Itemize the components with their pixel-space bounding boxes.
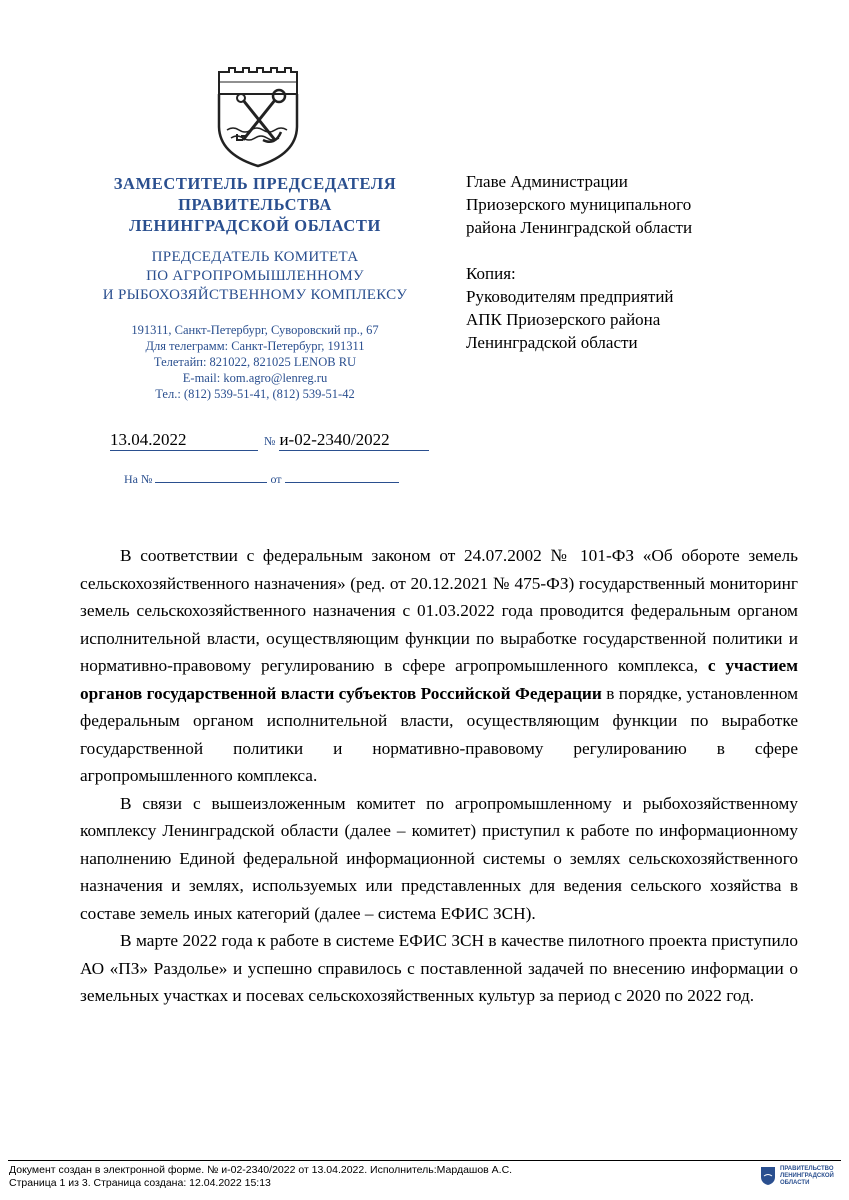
letter-body	[80, 542, 798, 1010]
addressee-block: Главе Администрации Приозерского муниципального района Ленинградской области	[466, 172, 693, 237]
reply-reference	[124, 472, 399, 487]
document-date: 13.04.2022	[110, 430, 258, 451]
footer-info: Документ создан в электронной форме. № и-02-2340/2022 от 13.04.2022. Исполнитель:Мардашов А.С. Страница 1 из 3. Страница создана: 12.04.2022 15:13	[9, 1164, 513, 1189]
number-label: №	[264, 434, 276, 448]
letterhead-title: ЗАМЕСТИТЕЛЬ ПРЕДСЕДАТЕЛЯ ПРАВИТЕЛЬСТВА ЛЕНИНГРАДСКОЙ ОБЛАСТИ	[113, 174, 397, 235]
letterhead-contacts: 191311, Санкт-Петербург, Суворовский пр., 67 Для телеграмм: Санкт-Петербург, 191311 Телетайп: 821022, 821025 LENOB RU E-mail: kom.agro@lenreg.ru Тел.: (812) 539-51-41, (812) 539-51-42	[131, 323, 379, 401]
paragraph: В марте 2022 года к работе в системе ЕФИС ЗСН в качестве пилотного проекта приступило АО «ПЗ» Раздолье» и успешно справилось с поставленной задачей по внесению информации о земельных участках и посевах сельскохозяйственных культур за период с 2020 по 2022 год.	[80, 931, 798, 1005]
government-logo-icon	[760, 1166, 776, 1186]
coat-of-arms-icon	[213, 66, 303, 168]
bold-phrase: с участием органов государственной власти субъектов Российской Федерации	[80, 656, 798, 703]
copy-block: Копия: Руководителям предприятий АПК Приозерского района Ленинградской области	[466, 262, 806, 354]
reply-from-label: от	[270, 472, 282, 486]
footer-logo: ПРАВИТЕЛЬСТВО ЛЕНИНГРАДСКОЙ ОБЛАСТИ	[760, 1165, 842, 1191]
copy-label: Копия:	[466, 264, 516, 283]
reply-label: На №	[124, 472, 153, 486]
paragraph: В связи с вышеизложенным комитет по агропромышленному и рыбохозяйственному комплексу Ленинградской области (далее – комитет) приступил к работе по информационному наполнению Единой федеральной информационной системы о землях сельскохозяйственного назначения и землях, используемых или представленных для ведения сельского хозяйства в составе земель иных категорий (далее – система ЕФИС ЗСН).	[80, 793, 798, 923]
document-reference	[110, 430, 429, 451]
paragraph: В соответствии с федеральным законом от 24.07.2002 № 101-ФЗ «Об обороте земель сельскохозяйственного назначения» (ред. от 20.12.2021 № 475-ФЗ) государственный мониторинг земель сельскохозяйственного назначения с 01.03.2022 года проводится федеральным органом исполнительной власти, осуществляющим функции по выработке государственной политики и нормативно-правовому регулированию в сфере агропромышленного комплекса, с участием органов государственной власти субъектов Российской Федерации в порядке, установленном федеральным органом исполнительной власти, осуществляющим функции по выработке государственной политики и нормативно-правовому регулированию в сфере агропромышленного комплекса.	[80, 546, 799, 785]
footer-divider	[8, 1160, 841, 1161]
document-number: и-02-2340/2022	[279, 430, 429, 451]
letterhead-subtitle: ПРЕДСЕДАТЕЛЬ КОМИТЕТА ПО АГРОПРОМЫШЛЕННОМУ И РЫБОХОЗЯЙСТВЕННОМУ КОМПЛЕКСУ	[102, 249, 408, 303]
